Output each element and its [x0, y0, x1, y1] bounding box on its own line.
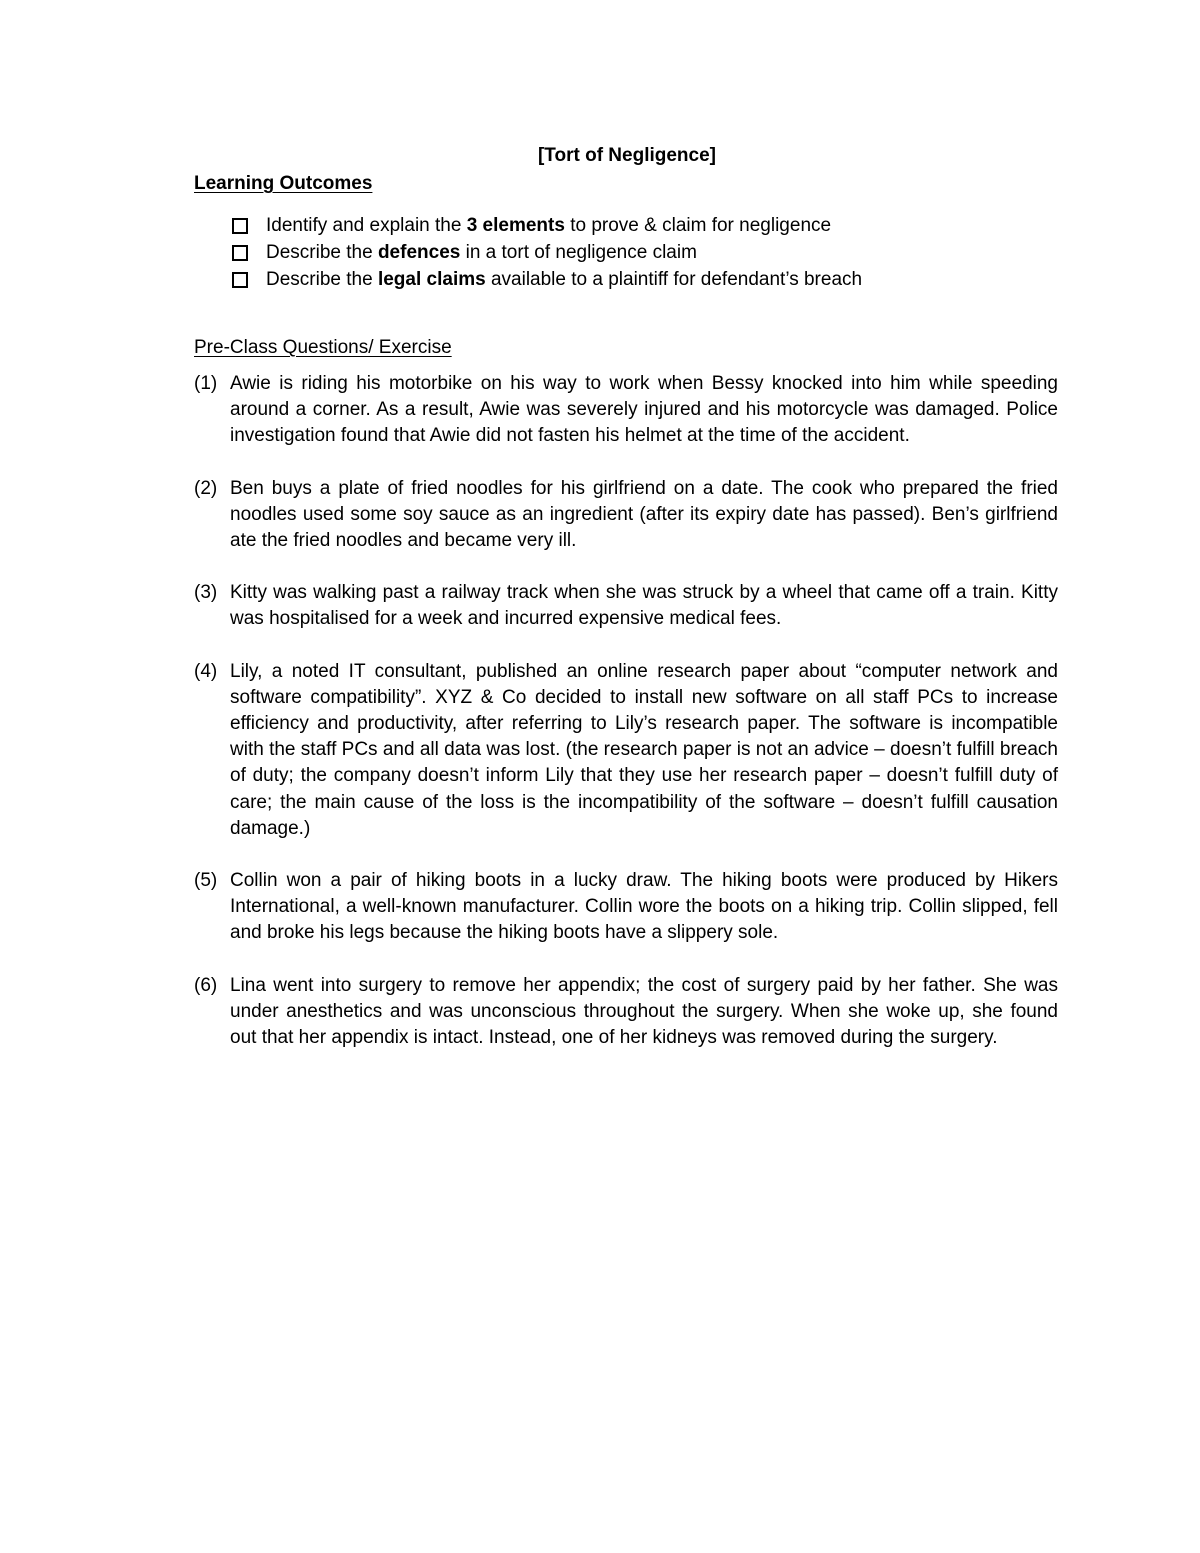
- outcome-text-before: Describe the: [266, 269, 378, 290]
- outcome-text-after: available to a plaintiff for defendant’s breach: [485, 269, 863, 290]
- learning-outcome-item: [230, 212, 862, 239]
- question-number: (5): [194, 870, 218, 892]
- question-item: [194, 868, 1058, 947]
- question-number: (1): [194, 373, 218, 394]
- question-item: [194, 973, 1058, 1052]
- outcome-text-bold: legal claims: [377, 269, 486, 290]
- question-number: (6): [194, 974, 218, 996]
- learning-outcomes-list: [230, 212, 862, 293]
- question-text: Lina went into surgery to remove her appendix; the cost of surgery paid by her father. She was under anesthetics and was unconscious throughout the surgery. When she woke up, she found out that her appendix is intact. Instead, one of her kidneys was removed during the surgery.: [230, 974, 1058, 1049]
- outcome-text-bold: 3 elements: [466, 215, 565, 236]
- question-item: [194, 371, 1058, 450]
- question-item: [194, 659, 1058, 842]
- document-title: [Tort of Negligence]: [537, 145, 717, 166]
- question-number: (4): [194, 660, 218, 682]
- checkbox-icon: [232, 218, 248, 234]
- question-item: [194, 580, 1058, 632]
- learning-outcome-item: [230, 239, 862, 266]
- checkbox-icon: [232, 272, 248, 288]
- outcome-text-before: Identify and explain the: [266, 215, 467, 236]
- pre-class-questions-list: [194, 371, 1058, 1077]
- outcome-text-bold: defences: [377, 242, 461, 263]
- question-text: Kitty was walking past a railway track when she was struck by a wheel that came off a train. Kitty was hospitalised for a week and incurred expensive medical fees.: [230, 582, 1058, 630]
- checkbox-icon: [232, 245, 248, 261]
- learning-outcomes-heading: Learning Outcomes: [194, 173, 373, 194]
- outcome-text-after: in a tort of negligence claim: [460, 242, 697, 263]
- pre-class-heading: Pre-Class Questions/ Exercise: [194, 337, 452, 358]
- question-text: Lily, a noted IT consultant, published an online research paper about “computer network and software compatibility”. XYZ & Co decided to install new software on all staff PCs to increase efficiency and productivity, after referring to Lily’s research paper. The software is incompatible with the staff PCs and all data was lost. (the research paper is not an advice – doesn’t fulfill breach of duty; the company doesn’t inform Lily that they use her research paper – doesn’t fulfill duty of care; the main cause of the loss is the incompatibility of the software – doesn’t fulfill causation damage.): [230, 660, 1058, 839]
- question-item: [194, 476, 1058, 555]
- question-number: (2): [194, 477, 218, 499]
- question-number: (3): [194, 582, 218, 604]
- outcome-text-after: to prove & claim for negligence: [564, 215, 832, 236]
- question-text: Collin won a pair of hiking boots in a lucky draw. The hiking boots were produced by Hikers International, a well-known manufacturer. Collin wore the boots on a hiking trip. Collin slipped, fell and broke his legs because the hiking boots have a slippery sole.: [230, 870, 1058, 944]
- question-text: Ben buys a plate of fried noodles for his girlfriend on a date. The cook who prepared the fried noodles used some soy sauce as an ingredient (after its expiry date has passed). Ben’s girlfriend ate the fried noodles and became very ill.: [230, 477, 1058, 552]
- outcome-text-before: Describe the: [266, 242, 378, 263]
- learning-outcome-item: [230, 266, 862, 293]
- question-text: Awie is riding his motorbike on his way to work when Bessy knocked into him while speeding around a corner. As a result, Awie was severely injured and his motorcycle was damaged. Police investigation found that Awie did not fasten his helmet at the time of the accident.: [230, 373, 1058, 447]
